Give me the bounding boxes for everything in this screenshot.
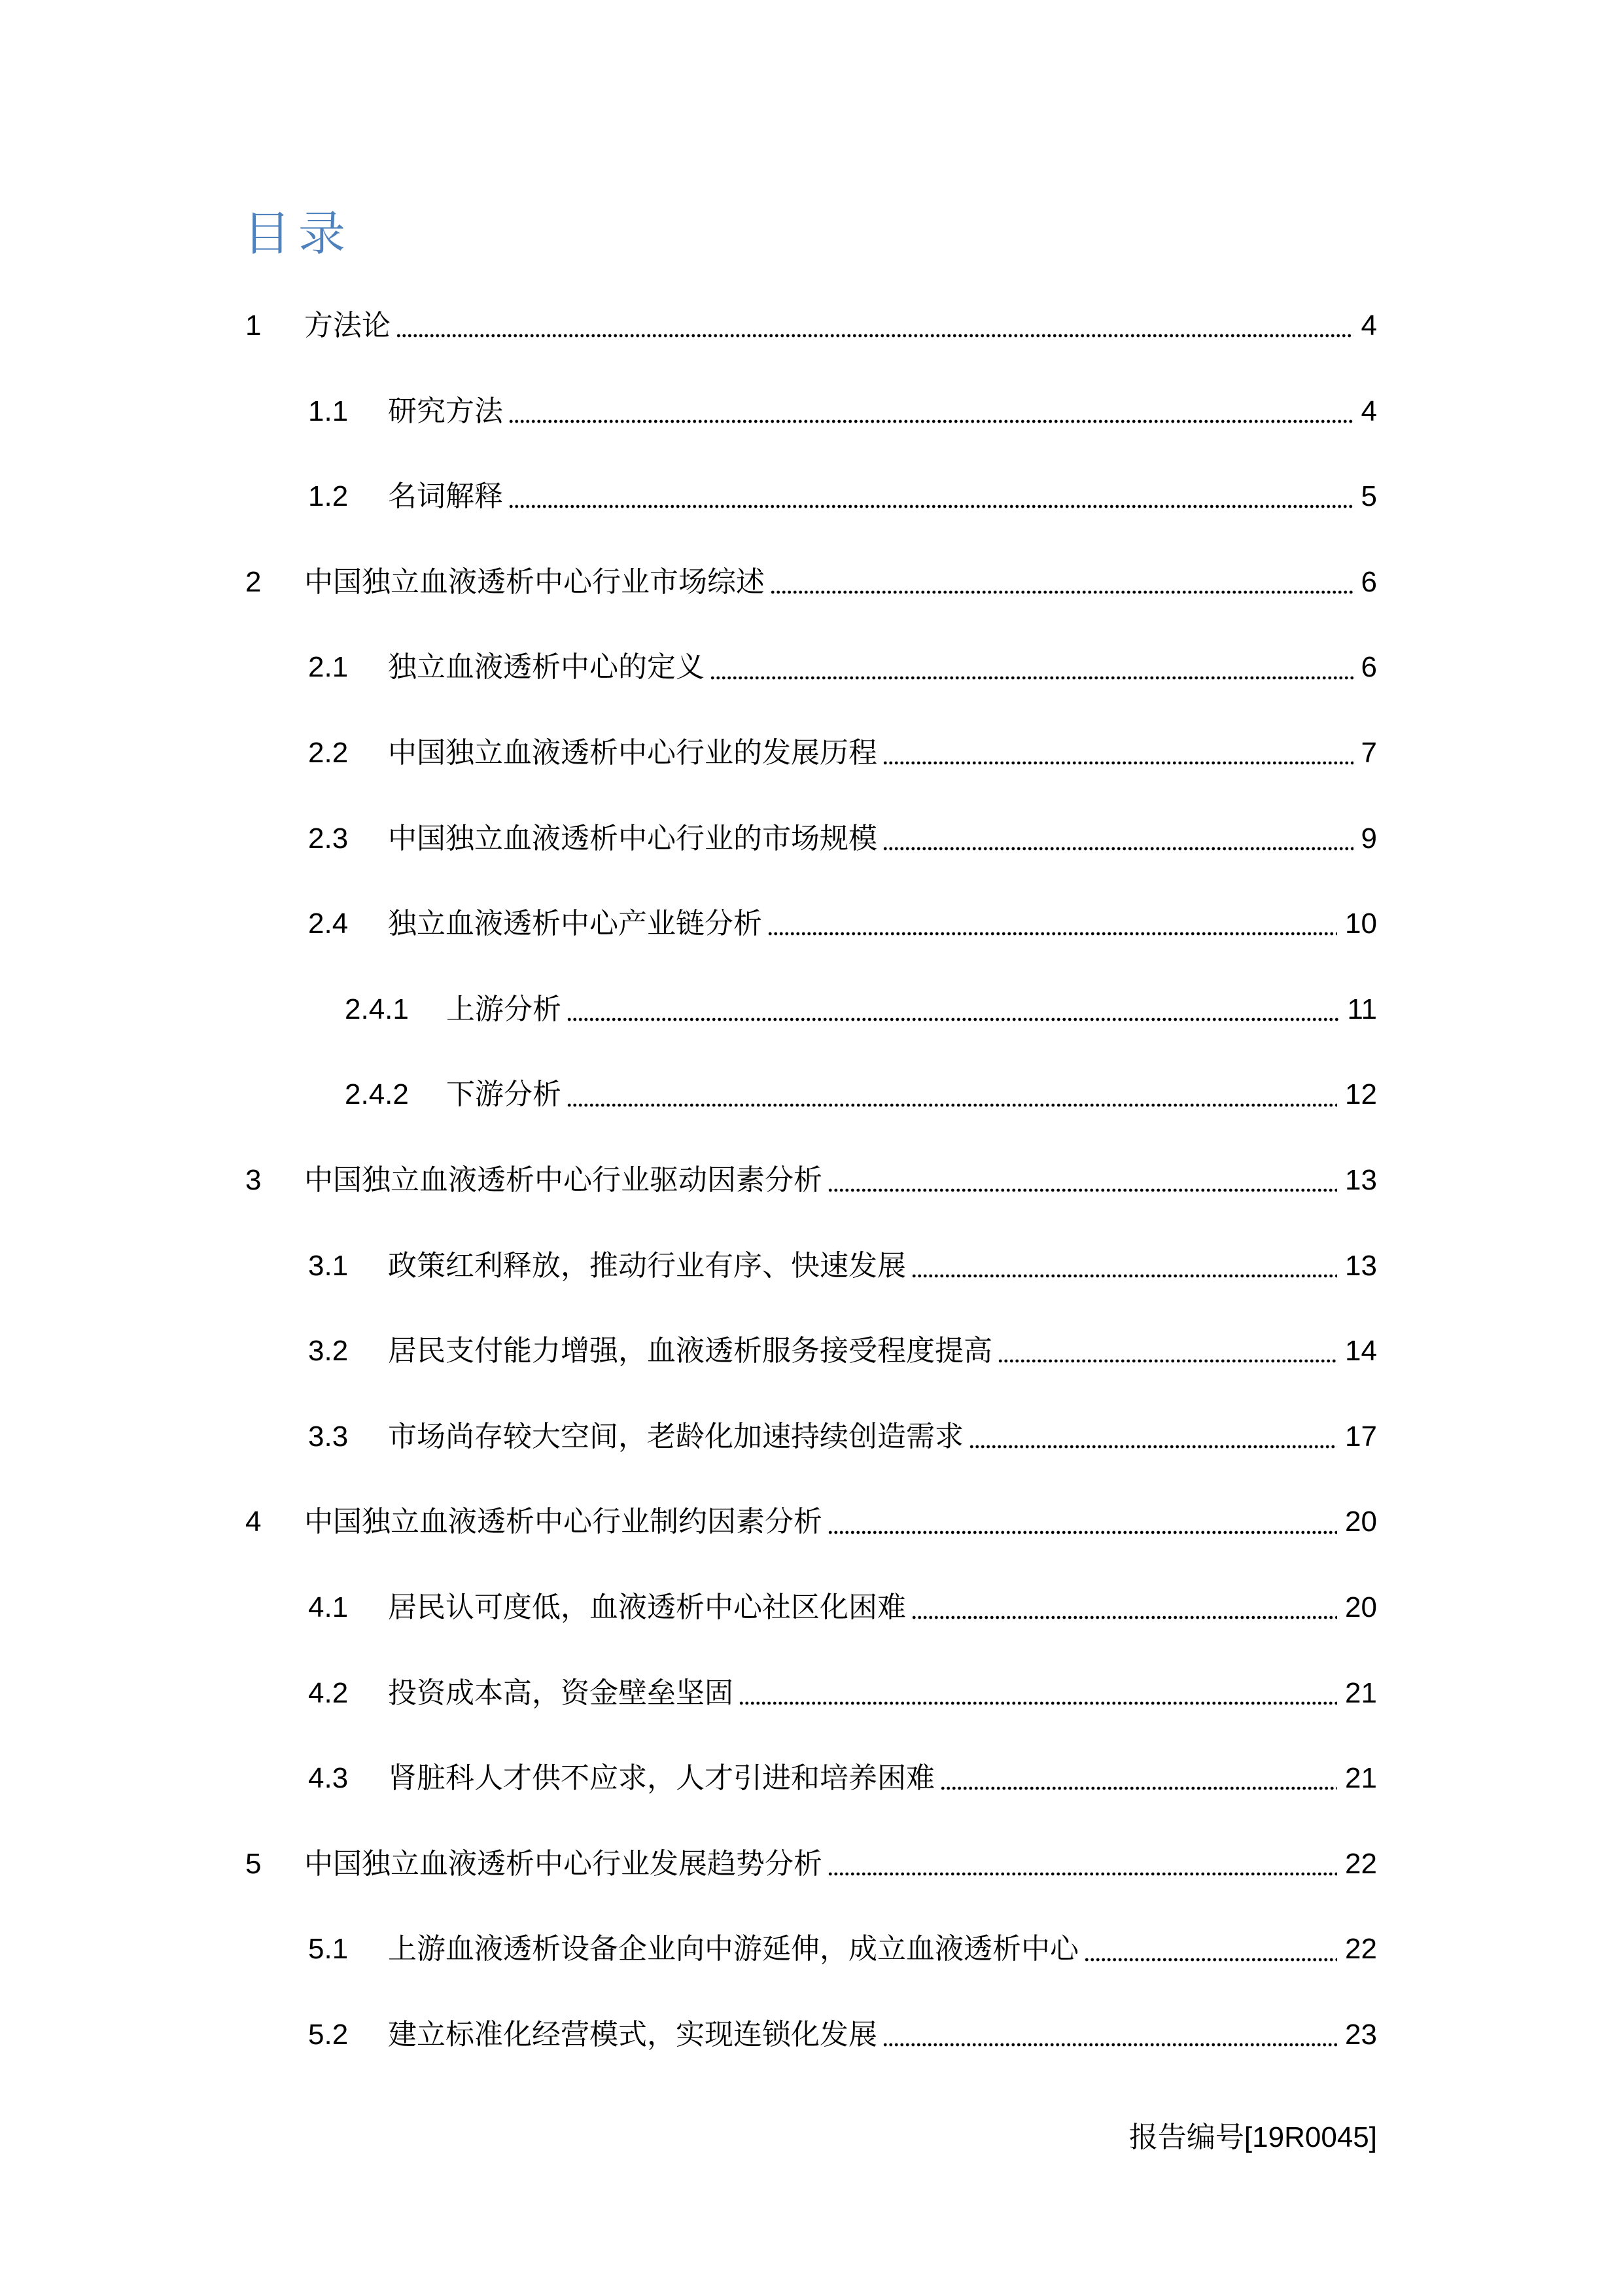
toc-entry[interactable] [0, 625, 1623, 711]
toc-entry[interactable] [0, 796, 1623, 882]
toc-entry-title: 投资成本高，资金壁垒坚固 [388, 1676, 733, 1709]
toc-entry-number: 2.4.1 [345, 993, 409, 1025]
toc-entry[interactable] [0, 1992, 1623, 2078]
toc-entry[interactable] [0, 1565, 1623, 1651]
toc-entry-title: 中国独立血液透析中心行业制约因素分析 [304, 1506, 822, 1538]
toc-entry-page: 20 [1345, 1591, 1377, 1623]
toc-entry-page: 9 [1361, 822, 1377, 855]
toc-entry-page: 5 [1361, 480, 1377, 513]
table-of-contents [0, 283, 1623, 2077]
toc-entry-page: 21 [1345, 1676, 1377, 1709]
toc-entry-title: 中国独立血液透析中心行业发展趋势分析 [304, 1847, 822, 1880]
toc-entry-page: 22 [1345, 1847, 1377, 1880]
toc-entry-number: 3.3 [308, 1420, 349, 1453]
toc-entry-number: 2.4.2 [345, 1078, 409, 1111]
toc-entry-page: 11 [1347, 993, 1377, 1025]
toc-entry-title: 政策红利释放，推动行业有序、快速发展 [388, 1249, 906, 1282]
toc-entry-title: 独立血液透析中心产业链分析 [388, 908, 762, 940]
toc-entry-page: 7 [1361, 737, 1377, 769]
toc-entry[interactable] [0, 1394, 1623, 1480]
toc-entry-title: 名词解释 [388, 480, 503, 513]
toc-entry-page: 14 [1345, 1335, 1377, 1368]
dot-leader [508, 397, 1353, 426]
toc-entry-number: 3.2 [308, 1335, 349, 1368]
toc-entry-title: 中国独立血液透析中心行业的发展历程 [388, 737, 877, 769]
toc-entry[interactable] [0, 1736, 1623, 1822]
toc-entry-page: 6 [1361, 565, 1377, 598]
toc-entry-page: 10 [1345, 908, 1377, 940]
dot-leader [567, 995, 1339, 1024]
toc-entry[interactable] [0, 1907, 1623, 1992]
page-title: 目录 [243, 208, 354, 260]
toc-entry-number: 4.1 [308, 1591, 349, 1623]
toc-entry-page: 13 [1345, 1249, 1377, 1282]
toc-entry-number: 1.2 [308, 480, 349, 513]
toc-entry[interactable] [0, 1309, 1623, 1394]
toc-entry-title: 独立血液透析中心的定义 [388, 651, 705, 684]
toc-entry[interactable] [0, 283, 1623, 369]
toc-entry-page: 20 [1345, 1506, 1377, 1538]
dot-leader [739, 1679, 1337, 1708]
dot-leader [770, 568, 1353, 597]
toc-entry-title: 中国独立血液透析中心行业的市场规模 [388, 822, 877, 855]
toc-entry-number: 2.3 [308, 822, 349, 855]
toc-entry-number: 2.1 [308, 651, 349, 684]
toc-entry-number: 5 [245, 1847, 262, 1880]
toc-entry-number: 4.3 [308, 1762, 349, 1795]
toc-entry[interactable] [0, 1651, 1623, 1737]
toc-entry-number: 2.4 [308, 908, 349, 940]
dot-leader [998, 1337, 1337, 1366]
toc-entry-page: 4 [1361, 395, 1377, 427]
toc-entry-number: 3 [245, 1164, 262, 1197]
toc-entry[interactable] [0, 540, 1623, 626]
toc-entry-page: 13 [1345, 1164, 1377, 1197]
dot-leader [767, 910, 1337, 938]
toc-entry[interactable] [0, 881, 1623, 967]
dot-leader [710, 654, 1353, 682]
toc-entry-number: 1.1 [308, 395, 349, 427]
dot-leader [911, 1252, 1337, 1280]
toc-entry-title: 方法论 [304, 309, 391, 342]
dot-leader [567, 1081, 1337, 1110]
toc-entry[interactable] [0, 454, 1623, 540]
dot-leader [396, 311, 1353, 340]
dot-leader [828, 1508, 1337, 1537]
toc-entry-title: 中国独立血液透析中心行业市场综述 [304, 565, 765, 598]
toc-entry-title: 肾脏科人才供不应求，人才引进和培养困难 [388, 1762, 935, 1795]
dot-leader [969, 1422, 1337, 1451]
dot-leader [911, 1593, 1337, 1622]
toc-entry[interactable] [0, 1822, 1623, 1907]
toc-entry-title: 上游血液透析设备企业向中游延伸，成立血液透析中心 [388, 1933, 1079, 1966]
toc-entry-page: 23 [1345, 2018, 1377, 2051]
toc-entry-title: 下游分析 [446, 1078, 561, 1111]
toc-entry-number: 5.1 [308, 1933, 349, 1966]
dot-leader [1084, 1935, 1337, 1964]
toc-entry-title: 建立标准化经营模式，实现连锁化发展 [388, 2018, 877, 2051]
toc-entry[interactable] [0, 1224, 1623, 1309]
dot-leader [828, 1166, 1337, 1195]
toc-entry[interactable] [0, 369, 1623, 455]
dot-leader [940, 1764, 1337, 1793]
toc-entry-number: 2.2 [308, 737, 349, 769]
toc-entry-page: 22 [1345, 1933, 1377, 1966]
toc-entry-title: 居民支付能力增强，血液透析服务接受程度提高 [388, 1335, 992, 1368]
toc-entry[interactable] [0, 967, 1623, 1053]
toc-entry[interactable] [0, 711, 1623, 796]
dot-leader [828, 1850, 1337, 1879]
toc-entry-title: 市场尚存较大空间，老龄化加速持续创造需求 [388, 1420, 964, 1453]
toc-entry-title: 上游分析 [446, 993, 561, 1025]
toc-entry[interactable] [0, 1138, 1623, 1224]
toc-entry-number: 4.2 [308, 1676, 349, 1709]
dot-leader [882, 2021, 1337, 2049]
toc-entry-number: 3.1 [308, 1249, 349, 1282]
report-number: 报告编号[19R0045] [1128, 2121, 1377, 2153]
toc-entry-number: 4 [245, 1506, 262, 1538]
toc-entry-number: 5.2 [308, 2018, 349, 2051]
toc-entry-page: 21 [1345, 1762, 1377, 1795]
toc-entry-page: 12 [1345, 1078, 1377, 1111]
toc-entry-page: 6 [1361, 651, 1377, 684]
dot-leader [882, 824, 1353, 853]
toc-entry[interactable] [0, 1479, 1623, 1565]
toc-entry-title: 研究方法 [388, 395, 503, 427]
toc-entry-number: 1 [245, 309, 262, 342]
toc-entry-page: 17 [1345, 1420, 1377, 1453]
toc-entry-title: 居民认可度低，血液透析中心社区化困难 [388, 1591, 906, 1623]
toc-entry-number: 2 [245, 565, 262, 598]
dot-leader [882, 739, 1353, 768]
toc-entry-title: 中国独立血液透析中心行业驱动因素分析 [304, 1164, 822, 1197]
toc-entry-page: 4 [1361, 309, 1377, 342]
dot-leader [508, 482, 1353, 511]
toc-entry[interactable] [0, 1052, 1623, 1138]
